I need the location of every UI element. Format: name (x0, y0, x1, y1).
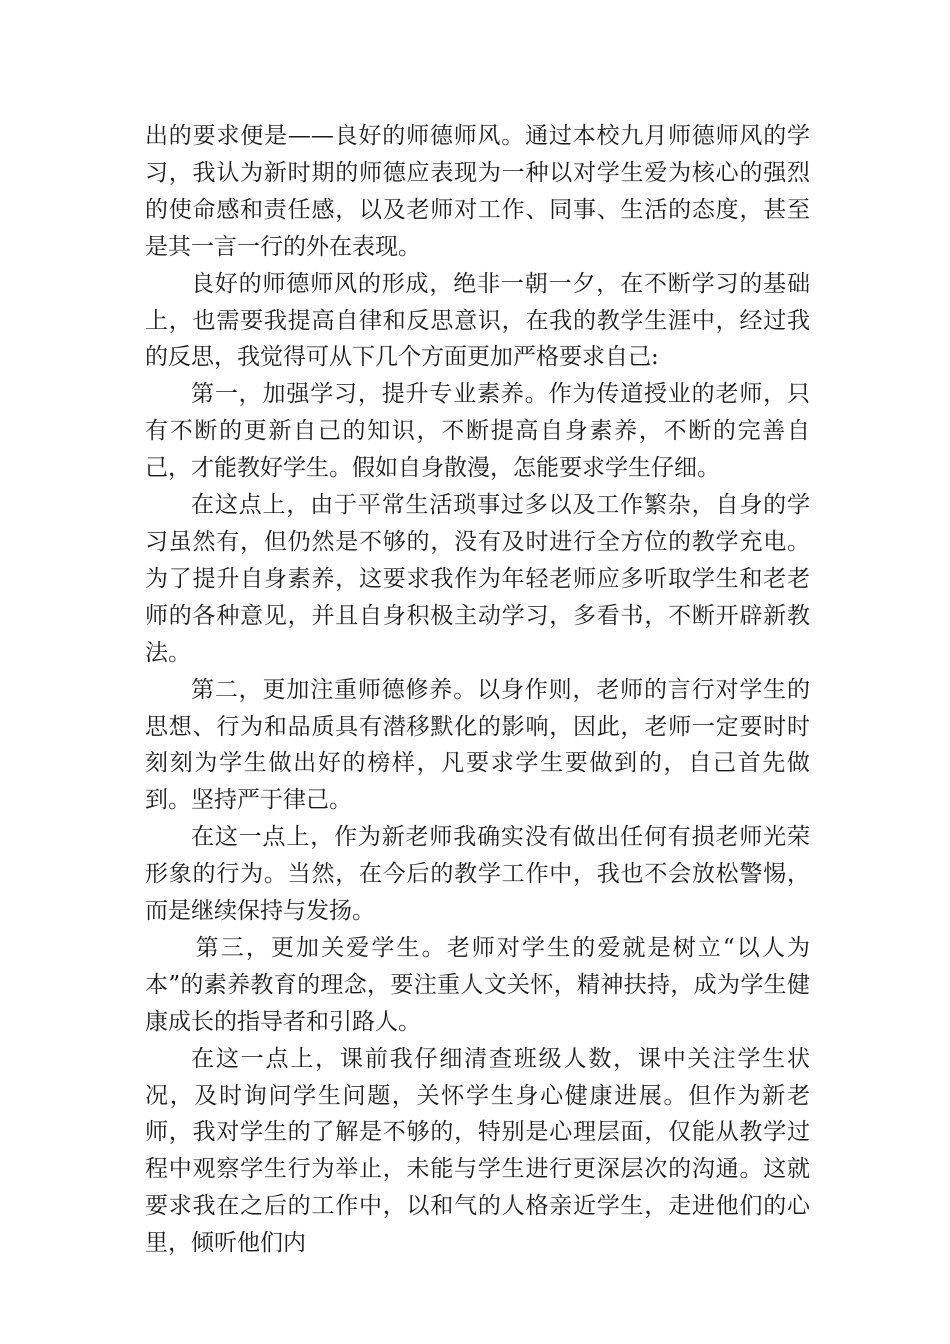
paragraph-continuation: 出的要求便是——良好的师德师风。通过本校九月师德师风的学习，我认为新时期的师德应表现为一种以对学生爱为核心的强烈的使命感和责任感，以及老师对工作、同事、生活的态度，甚至是其一言一行的外在表现。 (145, 123, 810, 260)
paragraph-point-two: 第二，更加注重师德修养。以身作则，老师的言行对学生的思想、行为和品质具有潜移默化的影响，因此，老师一定要时时刻刻为学生做出好的榜样，凡要求学生要做到的，自己首先做到。坚持严于律己。 (145, 676, 810, 814)
paragraph-point-one-reflection: 在这点上，由于平常生活琐事过多以及工作繁杂，自身的学习虽然有，但仍然是不够的，没有及时进行全方位的教学充电。为了提升自身素养，这要求我作为年轻老师应多听取学生和老老师的各种意见，并且自身积极主动学习，多看书，不断开辟新教法。 (145, 492, 810, 666)
paragraph-formation: 良好的师德师风的形成，绝非一朝一夕，在不断学习的基础上，也需要我提高自律和反思意识，在我的教学生涯中，经过我的反思，我觉得可从下几个方面更加严格要求自己: (145, 270, 810, 371)
paragraph-point-one: 第一，加强学习，提升专业素养。作为传道授业的老师，只有不断的更新自己的知识，不断提高自身素养，不断的完善自己，才能教好学生。假如自身散漫，怎能要求学生仔细。 (145, 381, 810, 482)
paragraph-point-three-reflection: 在这一点上，课前我仔细清查班级人数，课中关注学生状况，及时询问学生问题，关怀学生身心健康进展。但作为新老师，我对学生的了解是不够的，特别是心理层面，仅能从教学过程中观察学生行为举止，未能与学生进行更深层次的沟通。这就要求我在之后的工作中，以和气的人格亲近学生，走进他们的心里，倾听他们内 (145, 1045, 810, 1257)
paragraph-point-three: 第三，更加关爱学生。老师对学生的爱就是树立“以人为本”的素养教育的理念，要注重人文关怀，精神扶持，成为学生健康成长的指导者和引路人。 (145, 934, 810, 1035)
paragraph-point-two-reflection: 在这一点上，作为新老师我确实没有做出任何有损老师光荣形象的行为。当然，在今后的教学工作中，我也不会放松警惕，而是继续保持与发扬。 (145, 824, 810, 925)
body-text (145, 118, 810, 1262)
